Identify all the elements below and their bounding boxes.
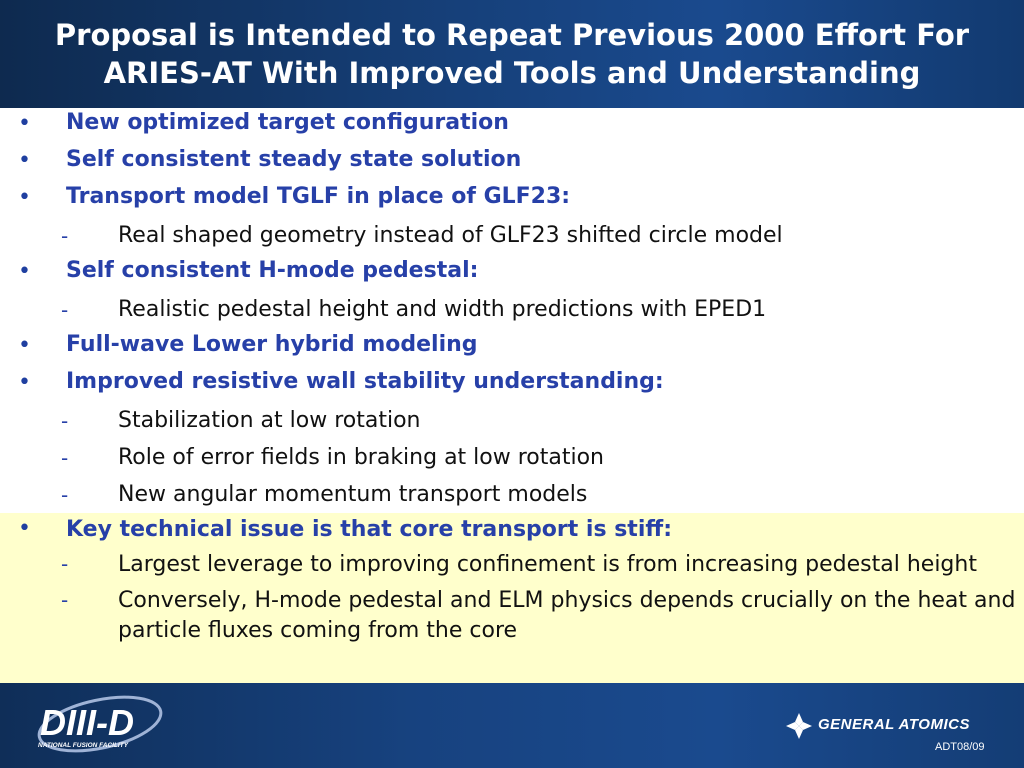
- bullet-marker: •: [18, 111, 31, 136]
- highlight-heading: Key technical issue is that core transport is stiff:: [66, 517, 672, 542]
- dash-marker: -: [61, 552, 69, 576]
- sub-bullet-item: [0, 219, 1024, 256]
- bullet-text: Full-wave Lower hybrid modeling: [66, 332, 478, 357]
- dash-marker: -: [61, 588, 69, 612]
- footer-bar: [0, 683, 1024, 768]
- highlight-box: [0, 513, 1024, 683]
- dash-marker: -: [61, 446, 69, 470]
- highlight-heading-item: [0, 513, 1024, 550]
- sub-bullet-item: [0, 293, 1024, 330]
- dash-marker: -: [61, 224, 69, 248]
- sub-bullet-item: [0, 441, 1024, 478]
- bullet-marker: •: [18, 148, 31, 173]
- dash-marker: -: [61, 298, 69, 322]
- bullet-marker: •: [18, 516, 31, 541]
- diii-d-logo: [30, 691, 180, 761]
- bullet-marker: •: [18, 259, 31, 284]
- bullet-marker: •: [18, 185, 31, 210]
- svg-text:NATIONAL FUSION FACILITY: NATIONAL FUSION FACILITY: [38, 742, 129, 749]
- sub-bullet-item: [0, 550, 1024, 580]
- sub-bullet-text: Realistic pedestal height and width predictions with EPED1: [118, 297, 767, 322]
- sub-bullet-text: Largest leverage to improving confinement is from increasing pedestal height: [118, 552, 977, 577]
- dash-marker: -: [61, 483, 69, 507]
- bullet-item: [0, 145, 1024, 182]
- svg-text:DIII-D: DIII-D: [40, 702, 134, 743]
- sub-bullet-item: [0, 478, 1024, 515]
- sub-bullet-item: [0, 404, 1024, 441]
- bullet-text: New optimized target configuration: [66, 110, 509, 135]
- bullet-text: Transport model TGLF in place of GLF23:: [66, 184, 571, 209]
- bullet-text: Self consistent steady state solution: [66, 147, 522, 172]
- bullet-item: [0, 108, 1024, 145]
- sub-bullet-text: Stabilization at low rotation: [118, 408, 421, 433]
- sub-bullet-text: Real shaped geometry instead of GLF23 shifted circle model: [118, 223, 783, 248]
- general-atomics-name: GENERAL ATOMICS: [818, 716, 970, 733]
- slide-title: Proposal is Intended to Repeat Previous 2000 Effort For ARIES-AT With Improved Tools and Understanding: [54, 18, 970, 90]
- bullet-item: [0, 330, 1024, 367]
- bullet-text: Improved resistive wall stability understanding:: [66, 369, 664, 394]
- sub-bullet-text: New angular momentum transport models: [118, 482, 588, 507]
- bullet-marker: •: [18, 333, 31, 358]
- sub-bullet-text: Role of error fields in braking at low rotation: [118, 445, 604, 470]
- bullet-item: [0, 182, 1024, 219]
- bullet-text: Self consistent H-mode pedestal:: [66, 258, 479, 283]
- bullet-list: [0, 108, 1024, 515]
- bullet-item: [0, 367, 1024, 404]
- sub-bullet-text: Conversely, H-mode pedestal and ELM physics depends crucially on the heat and particle fluxes coming from the core: [118, 588, 1016, 643]
- bullet-item: [0, 256, 1024, 293]
- sub-bullet-item: [0, 586, 1024, 646]
- bullet-marker: •: [18, 370, 31, 395]
- dash-marker: -: [61, 409, 69, 433]
- document-code: ADT08/09: [935, 741, 985, 753]
- title-bar: [0, 0, 1024, 108]
